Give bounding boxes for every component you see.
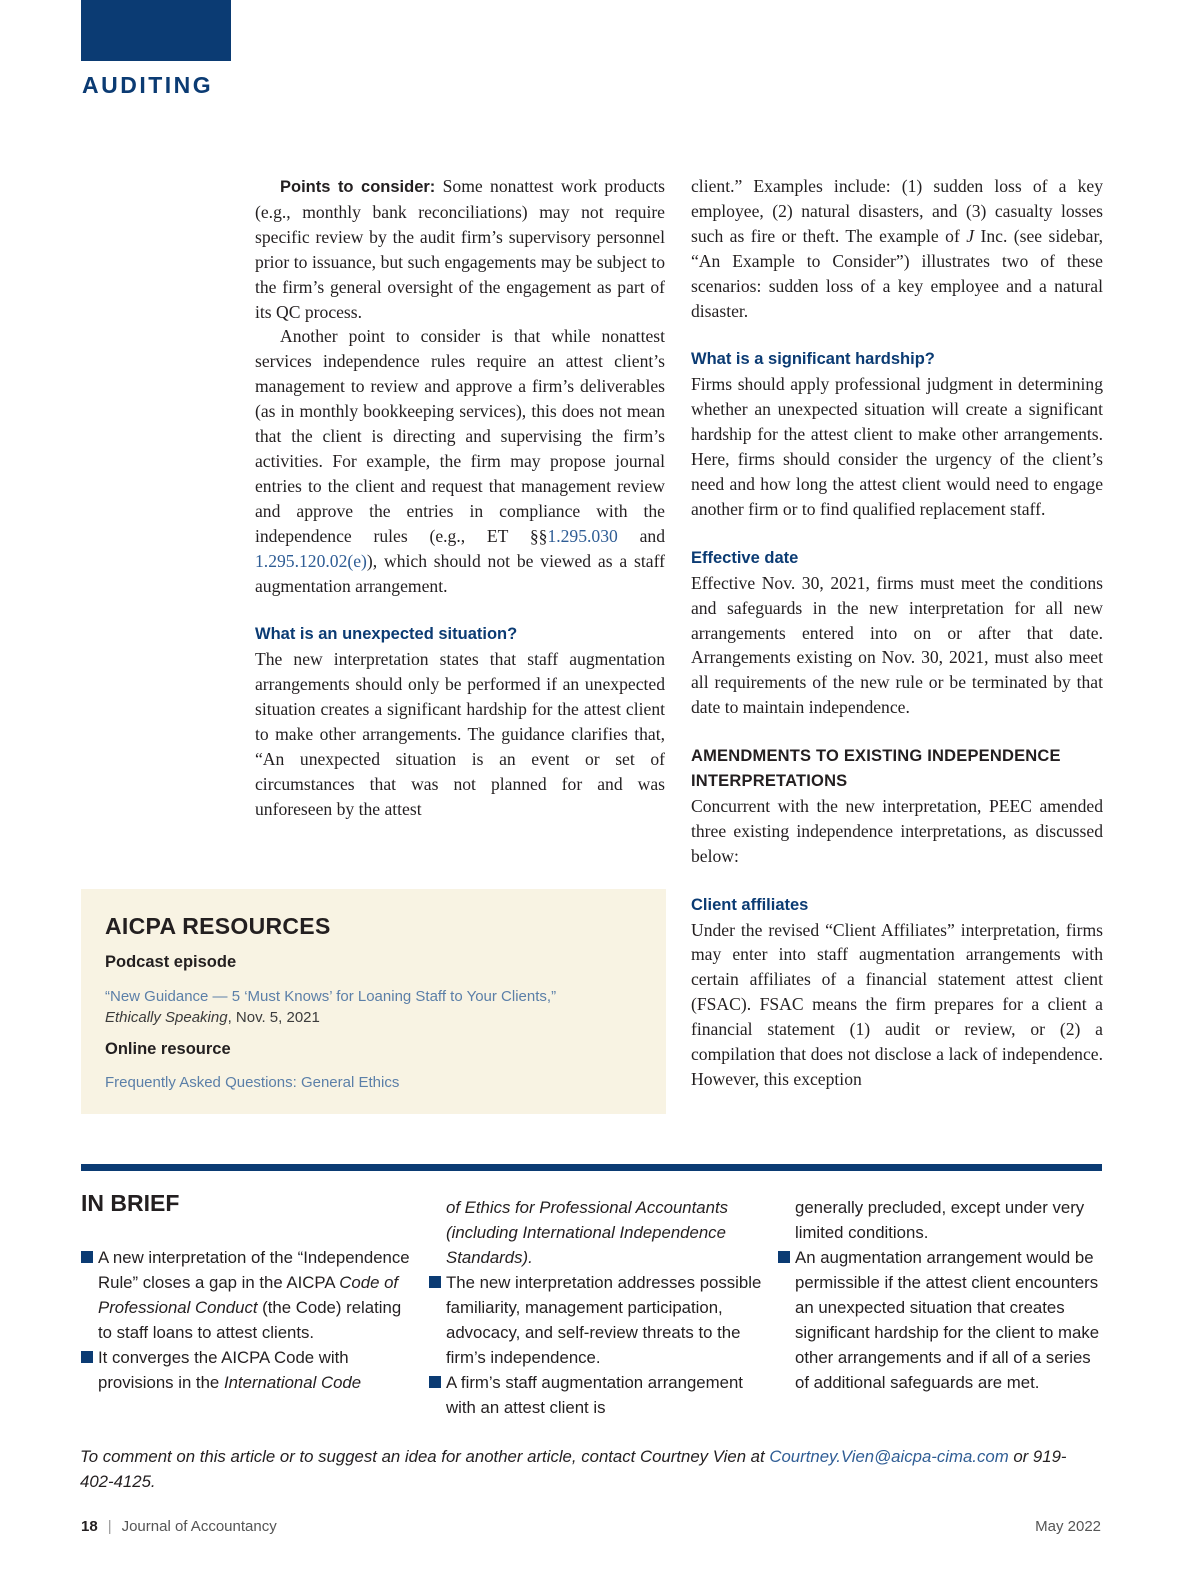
podcast-link[interactable]: “New Guidance — 5 ‘Must Knows’ for Loaning Staff to Your Clients,” bbox=[105, 988, 557, 1005]
brief-text: An augmentation arrangement would be permissible if the attest client encounters an unexpected situation that creates significant hardship for the client to make other arrangements and if all of a series of additional safeguards are met. bbox=[795, 1248, 1100, 1392]
paragraph-client-affiliates: Under the revised “Client Affiliates” interpretation, firms may enter into staff augmentation arrangements with certain affiliates of a financial statement attest client (FSAC). FSAC means the firm prepares for a client a financial statement (1) audit or review, or (2) a compilation that does not disclose a lack of independence. However, this exception bbox=[691, 919, 1103, 1089]
brief-italic: of Ethics for Professional Accountants (including International Independence Standards) bbox=[446, 1198, 729, 1267]
brief-item bbox=[81, 1345, 411, 1395]
paragraph-text: ), which should not be viewed as a staff augmentation arrangement. bbox=[255, 550, 665, 596]
paragraph-unexpected-situation: The new interpretation states that staff augmentation arrangements should only be performed if an unexpected situation creates a significant hardship for the attest client to make other arrangements. The guidance clarifies that, “An unexpected situation is an event or set of circumstances that was not planned for and was unforeseen by the attest bbox=[255, 649, 665, 819]
brief-italic: Code of Professional Conduct bbox=[98, 1273, 399, 1317]
brief-item bbox=[429, 1270, 764, 1370]
square-bullet-icon bbox=[778, 1251, 790, 1263]
podcast-heading: Podcast episode bbox=[105, 953, 237, 971]
paragraph-text: Inc. (see sidebar, “An Example to Consider”) illustrates two of these scenarios: sudden loss of a key employee and a natural disaster. bbox=[691, 225, 1103, 321]
paragraph-text: client.” Examples include: (1) sudden loss of a key employee, (2) natural disasters, and (3) casualty losses such as fire or theft. The example of bbox=[691, 176, 1103, 246]
paragraph-text: Another point to consider is that while nonattest services independence rules require an attest client’s management to review and approve a firm’s deliverables (as in monthly bookkeeping services), this does not mean that the client is directing and supervising the firm’s activities. For example, the firm may propose journal entries to the client and request that management review and approve the entries in compliance with the independence rules (e.g., ET §§ bbox=[255, 326, 665, 546]
online-resource-heading: Online resource bbox=[105, 1040, 231, 1058]
podcast-entry bbox=[105, 986, 645, 1028]
brief-text: It converges the AICPA Code with provisions in the bbox=[98, 1348, 349, 1392]
journal-name: Journal of Accountancy bbox=[121, 1518, 277, 1535]
comment-text: or 919-402-4125. bbox=[80, 1447, 1067, 1491]
et-reference-link-2[interactable]: 1.295.120.02(e) bbox=[255, 550, 367, 571]
page-number: 18 bbox=[81, 1518, 98, 1535]
brief-text: (the Code) relating to staff loans to attest clients. bbox=[98, 1298, 402, 1342]
heading-amendments: AMENDMENTS TO EXISTING INDEPENDENCE INTERPRETATIONS bbox=[691, 747, 1061, 791]
paragraph-text: and bbox=[617, 525, 665, 546]
podcast-show-name: Ethically Speaking bbox=[105, 1009, 228, 1026]
online-resource-entry bbox=[105, 1072, 399, 1093]
podcast-date: , Nov. 5, 2021 bbox=[227, 1009, 320, 1026]
paragraph-amendments: Concurrent with the new interpretation, PEEC amended three existing independence interpretations, as discussed below: bbox=[691, 795, 1103, 866]
paragraph-examples bbox=[691, 174, 1103, 323]
in-brief-title: IN BRIEF bbox=[81, 1190, 180, 1216]
footer-left bbox=[81, 1518, 277, 1535]
brief-item bbox=[81, 1245, 411, 1345]
heading-client-affiliates: Client affiliates bbox=[691, 895, 809, 914]
square-bullet-icon bbox=[81, 1251, 93, 1263]
in-brief-column-1 bbox=[81, 1245, 411, 1395]
resources-title: AICPA RESOURCES bbox=[105, 913, 331, 939]
issue-date: May 2022 bbox=[1035, 1518, 1101, 1535]
heading-significant-hardship: What is a significant hardship? bbox=[691, 350, 935, 369]
brief-item-continued: generally precluded, except under very limited conditions. bbox=[795, 1198, 1085, 1242]
brief-text: The new interpretation addresses possible familiarity, management participation, advocacy, and self-review threats to the firm’s independence. bbox=[446, 1273, 762, 1367]
section-label: AUDITING bbox=[82, 72, 214, 98]
article-column-middle bbox=[255, 174, 665, 822]
paragraph-effective-date: Effective Nov. 30, 2021, firms must meet the conditions and safeguards in the new interpretation for all new arrangements entered into on or after that date. Arrangements existing on Nov. 30, 2021, must also meet all requirements of the new rule or be terminated by that date to maintain independence. bbox=[691, 572, 1103, 718]
paragraph-points-to-consider bbox=[255, 174, 665, 324]
italic-text: J bbox=[966, 225, 975, 246]
square-bullet-icon bbox=[81, 1351, 93, 1363]
lead-in-label: Points to consider: bbox=[280, 178, 436, 196]
brief-text: A firm’s staff augmentation arrangement with an attest client is bbox=[446, 1373, 743, 1417]
brief-text: . bbox=[528, 1248, 533, 1267]
header-color-block bbox=[81, 0, 231, 61]
paragraph-another-point bbox=[255, 324, 665, 598]
brief-item bbox=[778, 1245, 1108, 1395]
section-divider bbox=[81, 1164, 1102, 1171]
brief-item-continued bbox=[429, 1195, 764, 1270]
heading-unexpected-situation: What is an unexpected situation? bbox=[255, 625, 518, 644]
footer-separator: | bbox=[107, 1518, 112, 1535]
brief-text: A new interpretation of the “Independence Rule” closes a gap in the AICPA bbox=[98, 1248, 410, 1292]
square-bullet-icon bbox=[429, 1376, 441, 1388]
faq-link[interactable]: Frequently Asked Questions: General Ethics bbox=[105, 1074, 400, 1091]
in-brief-column-3 bbox=[778, 1195, 1108, 1395]
author-email-link[interactable]: Courtney.Vien@aicpa-cima.com bbox=[769, 1447, 1009, 1466]
paragraph-significant-hardship: Firms should apply professional judgment in determining whether an unexpected situation will create a significant hardship for the attest client to make other arrangements. Here, firms should consider the urgency of the client’s need and how long the attest client would need to engage another firm or to find qualified replacement staff. bbox=[691, 374, 1103, 519]
aicpa-resources-sidebar bbox=[81, 889, 666, 1114]
square-bullet-icon bbox=[429, 1276, 441, 1288]
in-brief-column-2 bbox=[429, 1195, 764, 1420]
et-reference-link-1[interactable]: 1.295.030 bbox=[547, 525, 618, 546]
brief-italic: International Code bbox=[223, 1373, 362, 1392]
comment-note bbox=[80, 1444, 1100, 1494]
article-column-right bbox=[691, 174, 1103, 1092]
comment-text: To comment on this article or to suggest an idea for another article, contact Courtney Vien at bbox=[80, 1447, 770, 1466]
heading-effective-date: Effective date bbox=[691, 548, 799, 567]
paragraph-text: Some nonattest work products (e.g., monthly bank reconciliations) may not require specific review by the audit firm’s supervisory personnel prior to issuance, but such engagements may be subject to the firm’s general oversight of the engagement as part of its QC process. bbox=[255, 176, 665, 322]
brief-item bbox=[429, 1370, 764, 1420]
